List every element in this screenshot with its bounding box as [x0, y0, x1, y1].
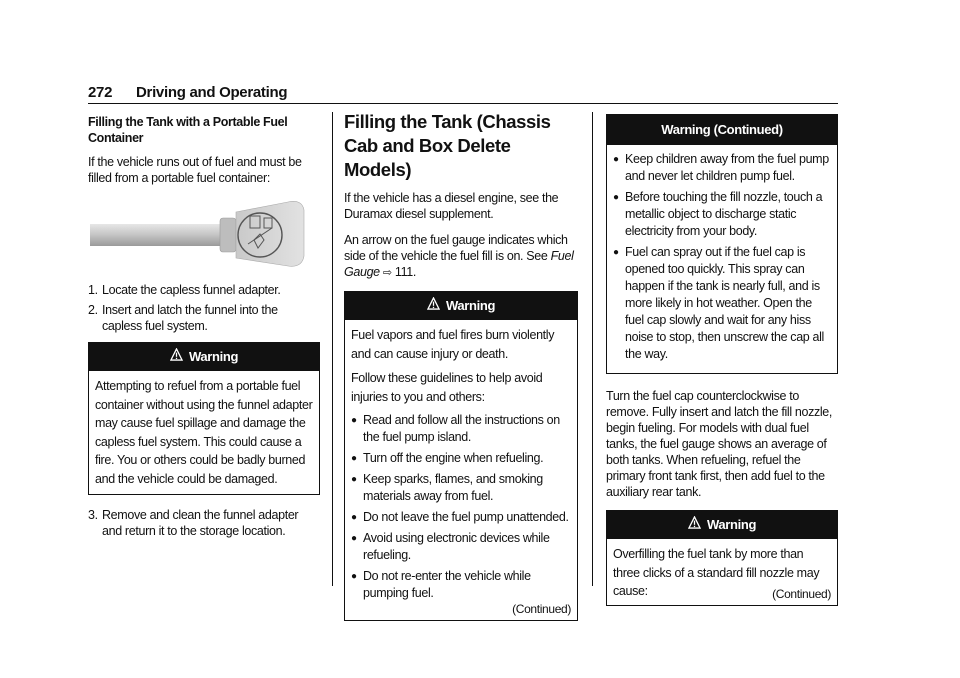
column-1: [88, 114, 320, 543]
warning-body: Attempting to refuel from a portable fuel container without using the funnel adapter may cause fuel spillage and damage the capless fuel system. This could cause a fire. You or others could be badly burned and the vehicle could be damaged.: [95, 379, 313, 486]
section-heading: Filling the Tank (Chassis Cab and Box Delete Models): [344, 111, 551, 180]
step-number: 3.: [88, 508, 98, 522]
step-text: Locate the capless funnel adapter.: [102, 283, 281, 297]
bullet-item: [351, 530, 571, 564]
column-divider: [332, 112, 333, 586]
warning-bullet-list: [351, 412, 571, 602]
bullet-text: Fuel can spray out if the fuel cap is opened too quickly. This spray can happen if the tank is nearly full, and is more likely in hot weather. Open the fuel cap slowly and wait for any hiss noise to stop, then unscrew the cap all the way.: [625, 245, 824, 361]
warning-bullet-list: [613, 151, 831, 363]
page-number: 272: [88, 84, 113, 101]
section-title: Driving and Operating: [136, 84, 288, 101]
paragraph: If the vehicle has a diesel engine, see the Duramax diesel supplement.: [344, 191, 559, 221]
continued-label: (Continued): [772, 586, 831, 601]
bullet-item: [613, 244, 831, 363]
step-number: 1.: [88, 283, 98, 297]
header-rule: [88, 103, 838, 104]
bullet-text: Keep children away from the fuel pump and never let children pump fuel.: [625, 152, 829, 183]
bullet-item: [351, 568, 571, 602]
page-reference[interactable]: 111.: [394, 265, 416, 279]
bullet-item: [613, 151, 831, 185]
warning-header: [345, 292, 577, 320]
page-reference-icon: ⇨: [382, 267, 392, 279]
warning-title: Warning: [188, 349, 239, 364]
step-item: [88, 507, 320, 539]
bullet-text: Turn off the engine when refueling.: [363, 451, 544, 465]
bullet-icon: ●: [351, 512, 357, 523]
warning-title: Warning: [445, 298, 496, 313]
warning-header: [89, 343, 319, 371]
warning-title: Warning: [706, 517, 757, 532]
warning-triangle-icon: [688, 511, 701, 539]
step-text: Remove and clean the funnel adapter and return it to the storage location.: [102, 508, 299, 538]
warning-title: Warning (Continued): [661, 122, 783, 137]
step-item: [88, 302, 320, 334]
warning-triangle-icon: [170, 343, 183, 371]
bullet-item: [613, 189, 831, 240]
paragraph: [344, 232, 578, 281]
paragraph-text: An arrow on the fuel gauge indicates which side of the vehicle the fuel fill is on. See: [344, 233, 568, 263]
column-3: [606, 114, 838, 606]
bullet-text: Before touching the fill nozzle, touch a metallic object to discharge static electricity from your body.: [625, 190, 823, 238]
step-item: [88, 282, 320, 298]
steps-list: [88, 507, 320, 539]
warning-paragraph: Fuel vapors and fuel fires burn violently and can cause injury or death.: [351, 328, 555, 361]
warning-box: [606, 114, 838, 374]
intro-paragraph: If the vehicle runs out of fuel and must be filled from a portable fuel container:: [88, 155, 302, 185]
bullet-item: [351, 471, 571, 505]
bullet-icon: ●: [351, 474, 357, 485]
bullet-text: Avoid using electronic devices while refueling.: [363, 531, 550, 562]
warning-body: [345, 320, 577, 620]
warning-box: [88, 342, 320, 495]
warning-paragraph: Overfilling the fuel tank by more than three clicks of a standard fill nozzle may cause:: [613, 547, 820, 598]
warning-paragraph: Follow these guidelines to help avoid injuries to you and others:: [351, 371, 543, 404]
column-2: [344, 110, 578, 621]
warning-header: [607, 511, 837, 539]
warning-body: [607, 539, 837, 605]
fuel-gauge-link[interactable]: Fuel Gauge: [344, 249, 574, 279]
warning-body: [607, 145, 837, 373]
bullet-item: [351, 412, 571, 446]
steps-list: [88, 282, 320, 334]
subheading: Filling the Tank with a Portable Fuel Container: [88, 115, 288, 145]
bullet-text: Read and follow all the instructions on the fuel pump island.: [363, 413, 560, 444]
bullet-icon: ●: [351, 533, 357, 544]
column-divider: [592, 112, 593, 586]
warning-header: [607, 115, 837, 145]
bullet-text: Do not leave the fuel pump unattended.: [363, 510, 569, 524]
bullet-icon: ●: [613, 154, 619, 165]
bullet-icon: ●: [351, 453, 357, 464]
bullet-icon: ●: [613, 247, 619, 258]
continued-label: (Continued): [512, 602, 571, 616]
paragraph: Turn the fuel cap counterclockwise to remove. Fully insert and latch the fill nozzle, begin fueling. For models with dual fuel tanks, the fuel gauge shows an average of both tanks. When refueling, refuel the primary front tank first, then add fuel to the auxiliary rear tank.: [606, 389, 833, 499]
page-header: [88, 84, 838, 104]
step-number: 2.: [88, 303, 98, 317]
warning-triangle-icon: [427, 292, 440, 320]
bullet-item: [351, 450, 571, 467]
bullet-text: Keep sparks, flames, and smoking materials away from fuel.: [363, 472, 543, 503]
funnel-illustration: [88, 196, 320, 270]
warning-box: [344, 291, 578, 621]
bullet-text: Do not re-enter the vehicle while pumping fuel.: [363, 569, 531, 600]
bullet-icon: ●: [351, 415, 357, 426]
bullet-icon: ●: [613, 192, 619, 203]
step-text: Insert and latch the funnel into the capless fuel system.: [102, 303, 278, 333]
bullet-icon: ●: [351, 571, 357, 582]
warning-box: [606, 510, 838, 606]
bullet-item: [351, 509, 571, 526]
